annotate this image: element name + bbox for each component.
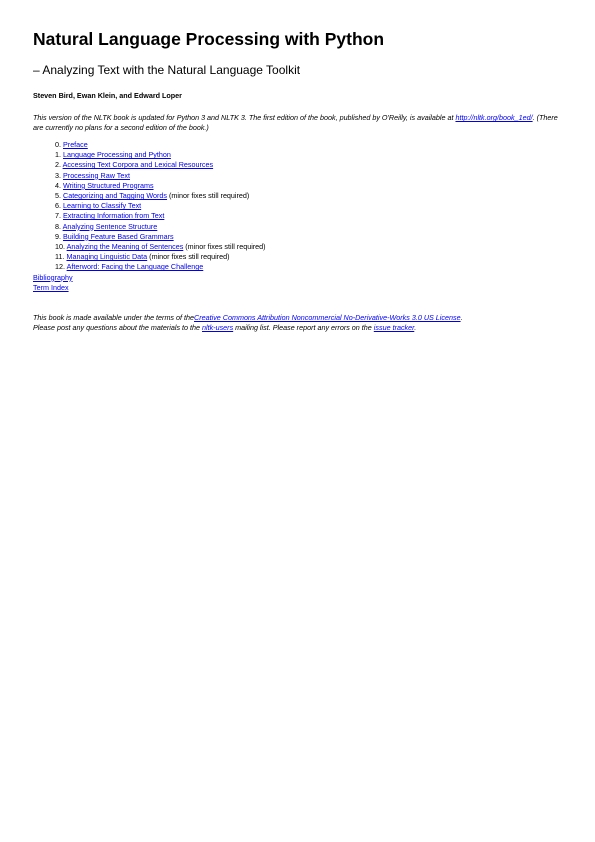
toc-link-chapter-2[interactable]: Accessing Text Corpora and Lexical Resources [62,160,214,170]
license-text: This book is made available under the terms of the [33,313,195,323]
toc-item [55,181,561,191]
back-matter-links [33,273,561,293]
toc-item [55,262,561,272]
toc-item [55,211,561,221]
toc-item [55,232,561,242]
bibliography-link[interactable]: Bibliography [33,272,73,282]
toc-number: 1. [55,150,61,160]
toc-number: 11. [55,252,65,262]
toc-item [55,201,561,211]
toc-link-chapter-5[interactable]: Categorizing and Tagging Words [63,191,168,201]
toc-link-chapter-4[interactable]: Writing Structured Programs [63,180,154,190]
toc-item [55,222,561,232]
toc-number: 10. [55,242,65,252]
toc-number: 12. [55,262,65,272]
license-text-after: . [460,313,463,323]
toc-number: 8. [55,221,61,231]
questions-text: Please post any questions about the materials to the [33,322,203,332]
intro-text: This version of the NLTK book is updated for Python 3 and NLTK 3. The first edition of the book, published by O'Reilly, is available at [33,113,456,122]
toc-item [55,171,561,181]
toc-number: 5. [55,191,61,201]
book-title: Natural Language Processing with Python [33,29,385,49]
book-subtitle: – Analyzing Text with the Natural Language Toolkit [33,63,301,77]
toc-note: (minor fixes still required) [167,191,250,201]
toc-link-chapter-10[interactable]: Analyzing the Meaning of Sentences [66,242,184,252]
authors: Steven Bird, Ewan Klein, and Edward Loper [33,91,182,100]
questions-text-middle: mailing list. Please report any errors on the [233,322,374,332]
toc-link-chapter-11[interactable]: Managing Linguistic Data [66,252,148,262]
toc-link-chapter-3[interactable]: Processing Raw Text [63,170,130,180]
toc-number: 7. [55,211,61,221]
footer-notes [33,313,561,332]
toc-item [55,150,561,160]
toc-number: 6. [55,201,61,211]
toc-link-chapter-1[interactable]: Language Processing and Python [63,150,171,160]
toc-item [55,140,561,150]
toc-item [55,252,561,262]
intro-text-after: . (There are currently no plans for a second edition of the book.) [33,113,558,132]
toc-number: 0. [55,140,61,149]
toc-link-chapter-8[interactable]: Analyzing Sentence Structure [62,221,158,231]
questions-note [33,323,561,333]
toc-link-preface[interactable]: Preface [63,140,88,149]
first-edition-link[interactable]: http://nltk.org/book_1ed/ [455,113,533,122]
toc-note: (minor fixes still required) [183,242,266,252]
intro-paragraph [33,113,561,132]
toc-item [55,160,561,170]
table-of-contents [33,140,561,273]
toc-link-chapter-9[interactable]: Building Feature Based Grammars [63,231,174,241]
toc-link-chapter-6[interactable]: Learning to Classify Text [63,201,142,211]
toc-note: (minor fixes still required) [147,252,230,262]
toc-link-chapter-12[interactable]: Afterword: Facing the Language Challenge [66,262,204,272]
page [33,28,561,332]
toc-item [55,191,561,201]
toc-link-chapter-7[interactable]: Extracting Information from Text [63,211,165,221]
mailing-list-link[interactable]: nltk-users [202,322,234,332]
toc-number: 9. [55,231,61,241]
toc-number: 3. [55,170,61,180]
issue-tracker-link[interactable]: issue tracker [373,322,415,332]
term-index-link[interactable]: Term Index [33,282,69,292]
license-link[interactable]: Creative Commons Attribution Noncommercial No-Derivative-Works 3.0 US License [194,313,461,323]
questions-text-after: . [414,322,417,332]
toc-number: 4. [55,180,61,190]
license-note [33,313,561,323]
toc-number: 2. [55,160,61,170]
toc-item [55,242,561,252]
